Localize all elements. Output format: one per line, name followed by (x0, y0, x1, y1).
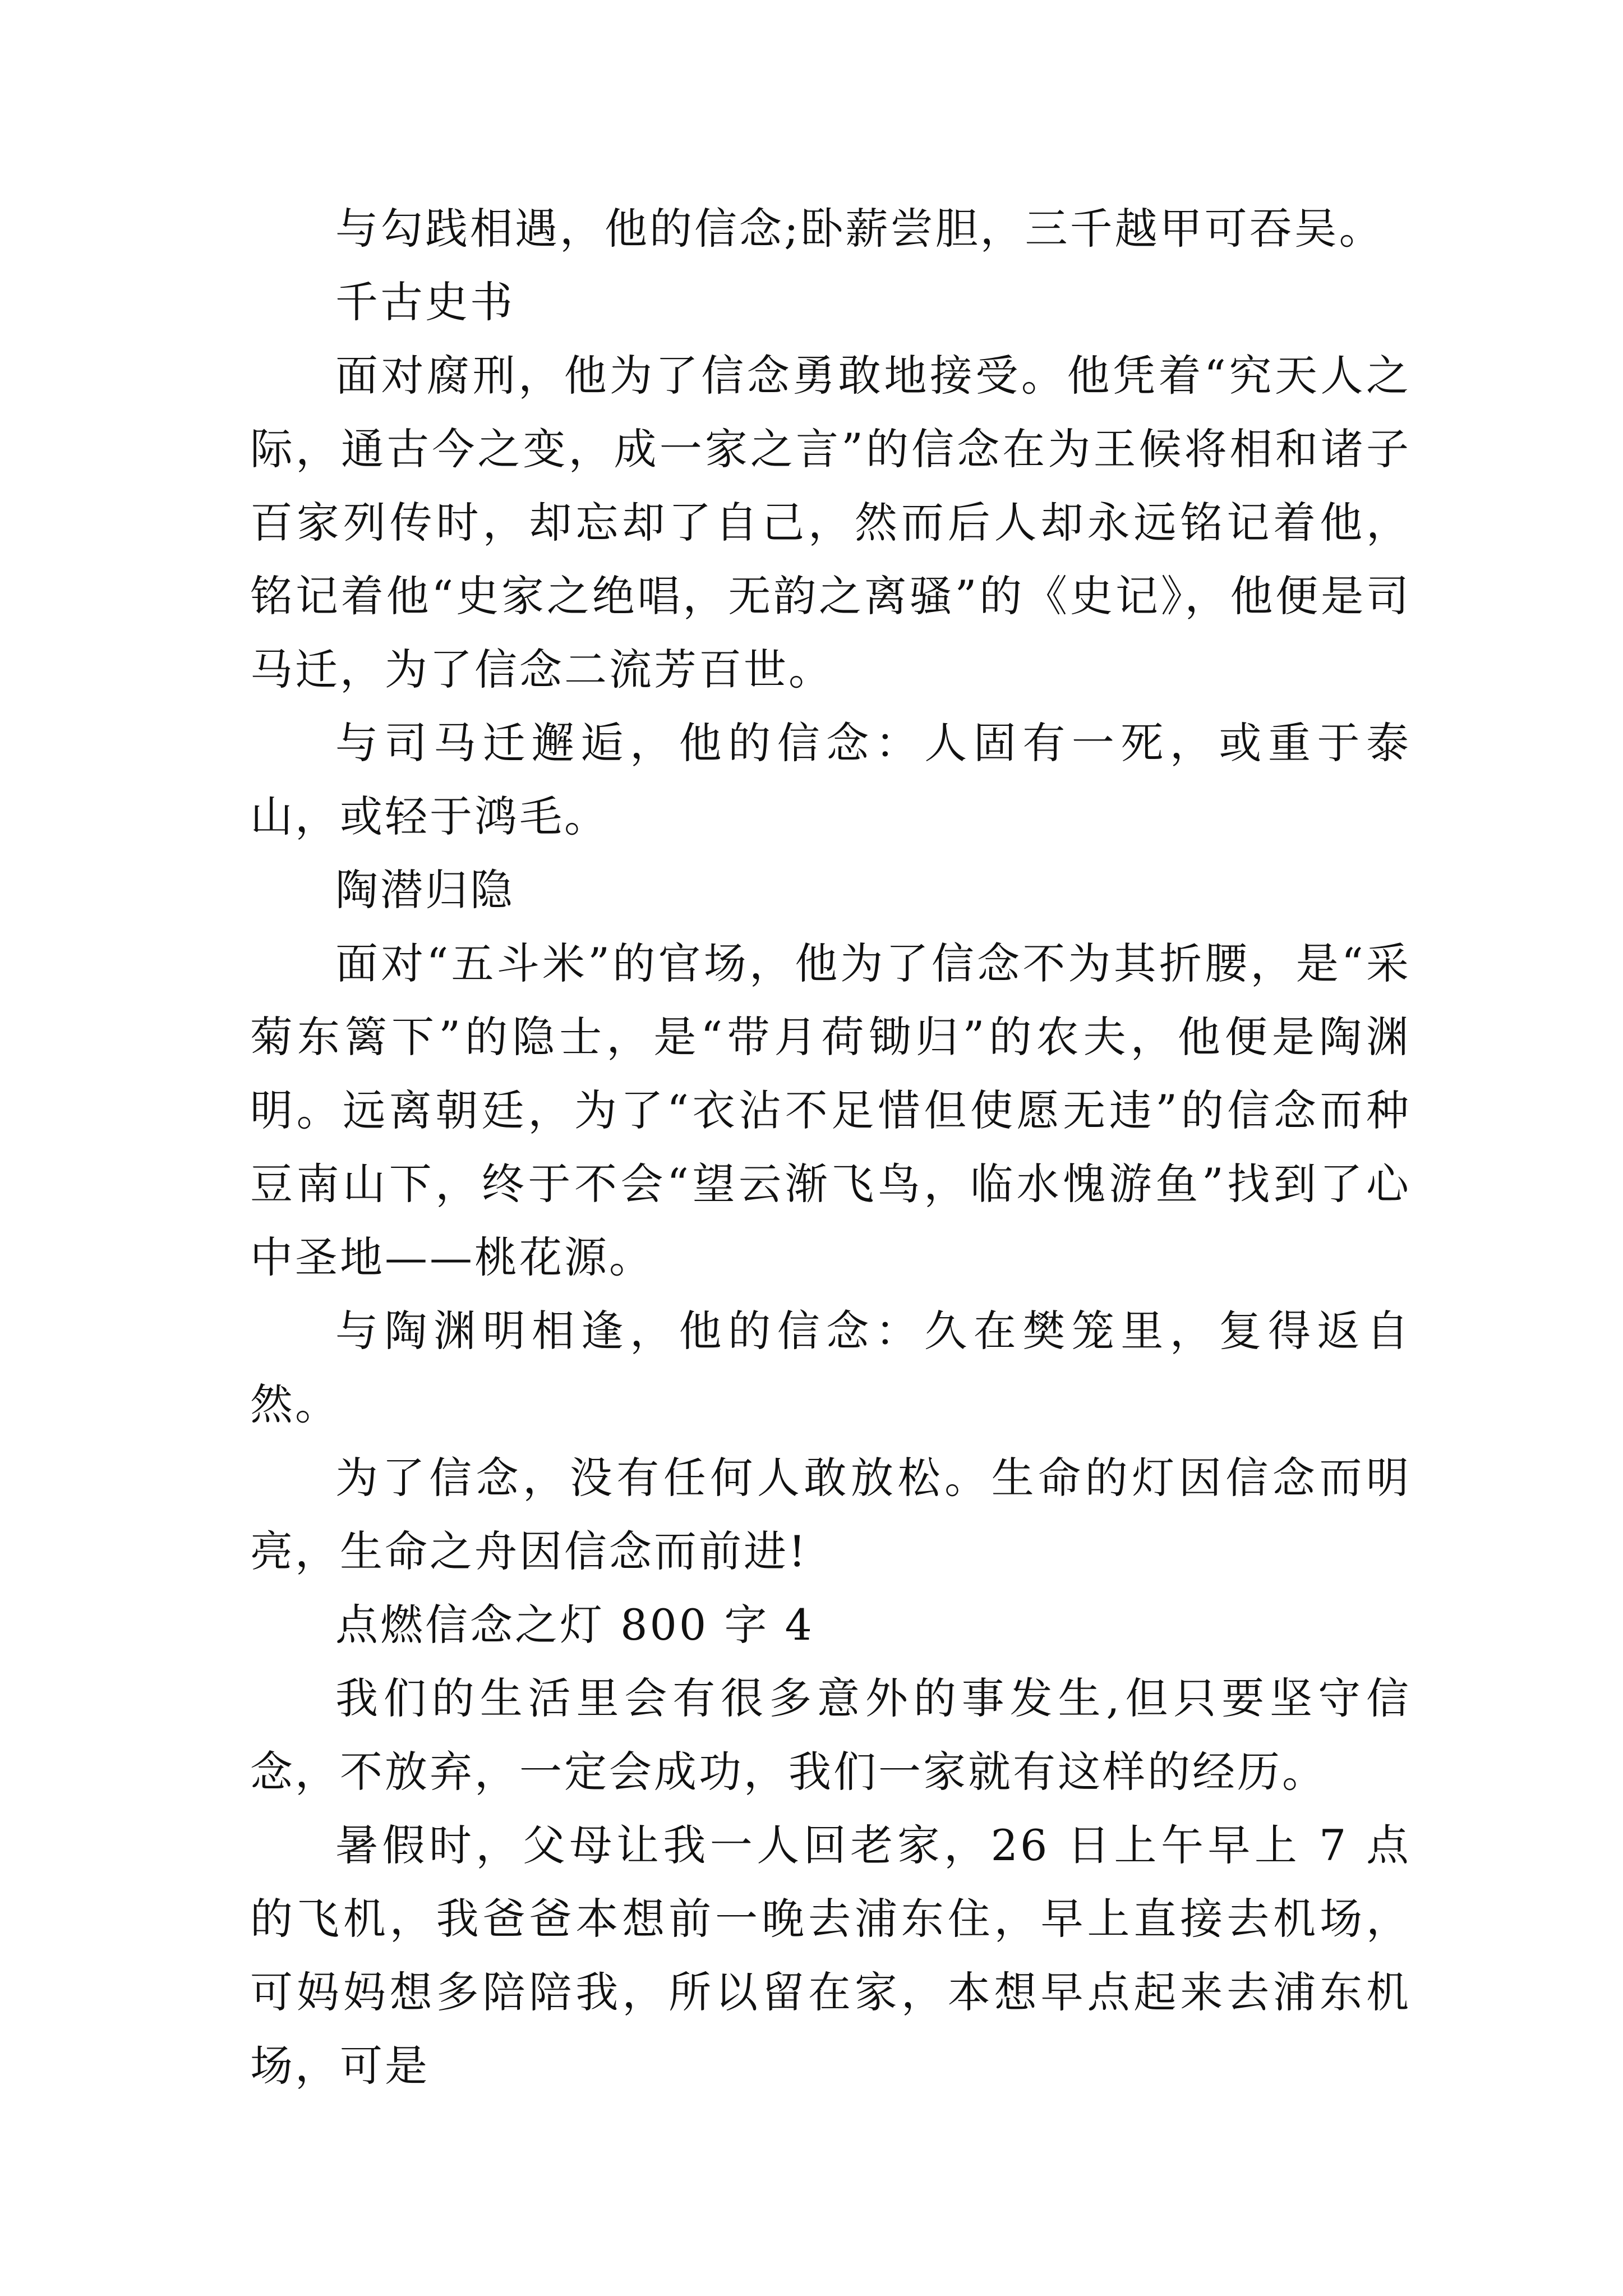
paragraph: 我们的生活里会有很多意外的事发生,但只要坚守信念，不放弃，一定会成功，我们一家就有这样的经历。 (250, 1673, 1411, 1797)
paragraph: 为了信念，没有任何人敢放松。生命的灯因信念而明亮，生命之舟因信念而前进! (250, 1453, 1411, 1576)
paragraph: 与勾践相遇，他的信念;卧薪尝胆，三千越甲可吞吴。 (335, 204, 1384, 254)
section-heading: 千古史书 (335, 277, 515, 327)
paragraph: 与司马迁邂逅，他的信念：人固有一死，或重于泰山，或轻于鸿毛。 (250, 718, 1411, 841)
paragraph: 面对腐刑，他为了信念勇敢地接受。他凭着“究天人之际，通古今之变，成一家之言”的信念在为王候将相和诸子百家列传时，却忘却了自己，然而后人却永远铭记着他，铭记着他“史家之绝唱，无韵之离骚”的《史记》，他便是司马迁，为了信念二流芳百世。 (250, 351, 1411, 694)
document-body (250, 192, 1411, 2102)
essay-title: 点燃信念之灯 800 字 4 (335, 1600, 814, 1650)
paragraph: 与陶渊明相逢，他的信念：久在樊笼里，复得返自然。 (250, 1306, 1411, 1429)
section-heading: 陶潜归隐 (335, 865, 515, 915)
paragraph: 暑假时，父母让我一人回老家，26 日上午早上 7 点的飞机，我爸爸本想前一晚去浦东住，早上直接去机场，可妈妈想多陪陪我，所以留在家，本想早点起来去浦东机场，可是 (250, 1820, 1411, 2091)
paragraph: 面对“五斗米”的官场，他为了信念不为其折腰，是“采菊东篱下”的隐士，是“带月荷锄归”的农夫，他便是陶渊明。远离朝廷，为了“衣沾不足惜但使愿无违”的信念而种豆南山下，终于不会“望云渐飞鸟，临水愧游鱼”找到了心中圣地——桃花源。 (250, 938, 1411, 1282)
